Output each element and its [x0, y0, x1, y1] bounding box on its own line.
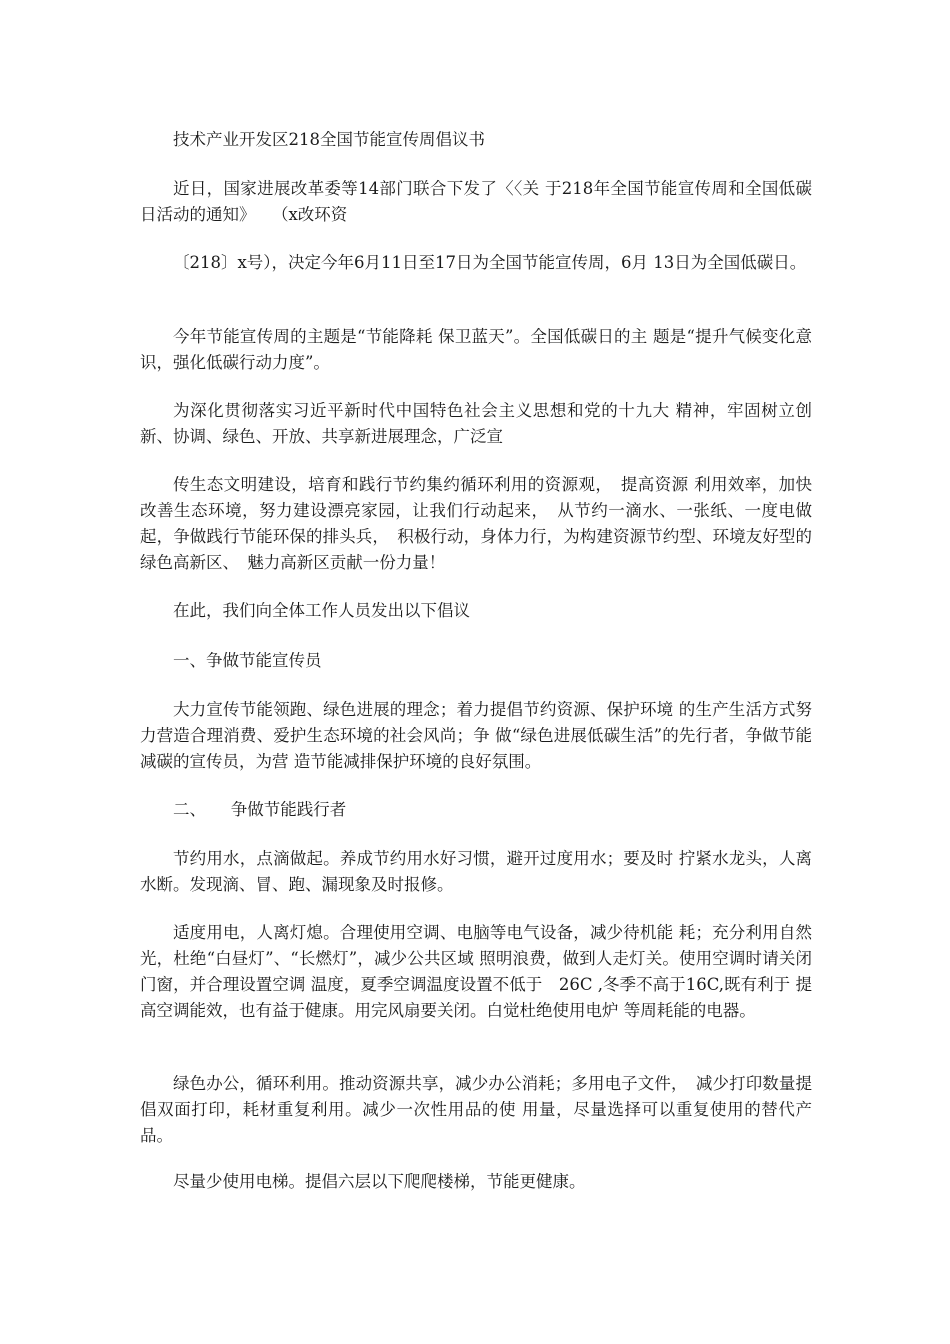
paragraph-promotion: 大力宣传节能领跑、绿色进展的理念；着力提倡节约资源、保护环境 的生产生活方式努力营造合理消费、爱护生态环境的社会风尚；争 做“绿色进展低碳生活”的先行者，争做节能减碳的宣传员，为营 造节能减排保护环境的良好氛围。 [140, 700, 812, 771]
paragraph-notice: 近日，国家进展改革委等14部门联合下发了〈〈关 于218年全国节能宣传周和全国低碳日活动的通知》 （x改环资 [140, 179, 812, 224]
paragraph-theme: 今年节能宣传周的主题是“节能降耗 保卫蓝天”。全国低碳日的主 题是“提升气候变化意识，强化低碳行动力度”。 [140, 327, 812, 372]
paragraph-proposal: 在此，我们向全体工作人员发出以下倡议 [173, 601, 470, 620]
section-heading-2: 二、 争做节能践行者 [173, 800, 347, 819]
paragraph-electricity: 适度用电，人离灯熄。合理使用空调、电脑等电气设备，减少待机能 耗；充分利用自然光，杜绝“白昼灯”、“长燃灯”，减少公共区域 照明浪费，做到人走灯关。使用空调时请关闭门窗，并合理设置空调 温度，夏季空调温度设置不低于 26C ,冬季不高于16C,既有利于 提高空调能效，也有益于健康。用完风扇要关闭。白觉杜绝使用电炉 等周耗能的电器。 [140, 923, 812, 1020]
document-title: 技术产业开发区218全国节能宣传周倡议书 [173, 130, 485, 149]
paragraph-spirit: 为深化贯彻落实习近平新时代中国特色社会主义思想和党的十九大 精神，牢固树立创新、协调、绿色、开放、共享新进展理念，广泛宣 [140, 401, 812, 446]
paragraph-dates: 〔218〕x号），决定今年6月11日至17日为全国节能宣传周，6月 13日为全国低碳日。 [173, 253, 807, 272]
paragraph-elevator: 尽量少使用电梯。提倡六层以下爬爬楼梯，节能更健康。 [173, 1172, 586, 1191]
section-heading-1: 一、争做节能宣传员 [173, 651, 322, 670]
paragraph-water: 节约用水，点滴做起。养成节约用水好习惯，避开过度用水；要及时 拧紧水龙头，人离水断。发现滴、冒、跑、漏现象及时报修。 [140, 849, 812, 894]
paragraph-ecology: 传生态文明建设，培育和践行节约集约循环利用的资源观， 提高资源 利用效率，加快改善生态环境，努力建设漂亮家园，让我们行动起来， 从节约一滴水、一张纸、一度电做起，争做践行节能环保的排头兵， 积极行动，身体力行，为构建资源节约型、环境友好型的绿色高新区、 魅力高新区贡献一份力量！ [140, 475, 812, 572]
paragraph-office: 绿色办公，循环利用。推动资源共享，减少办公消耗；多用电子文件， 减少打印数量提倡双面打印，耗材重复利用。减少一次性用品的使 用量，尽量选择可以重复使用的替代产品。 [140, 1074, 812, 1145]
